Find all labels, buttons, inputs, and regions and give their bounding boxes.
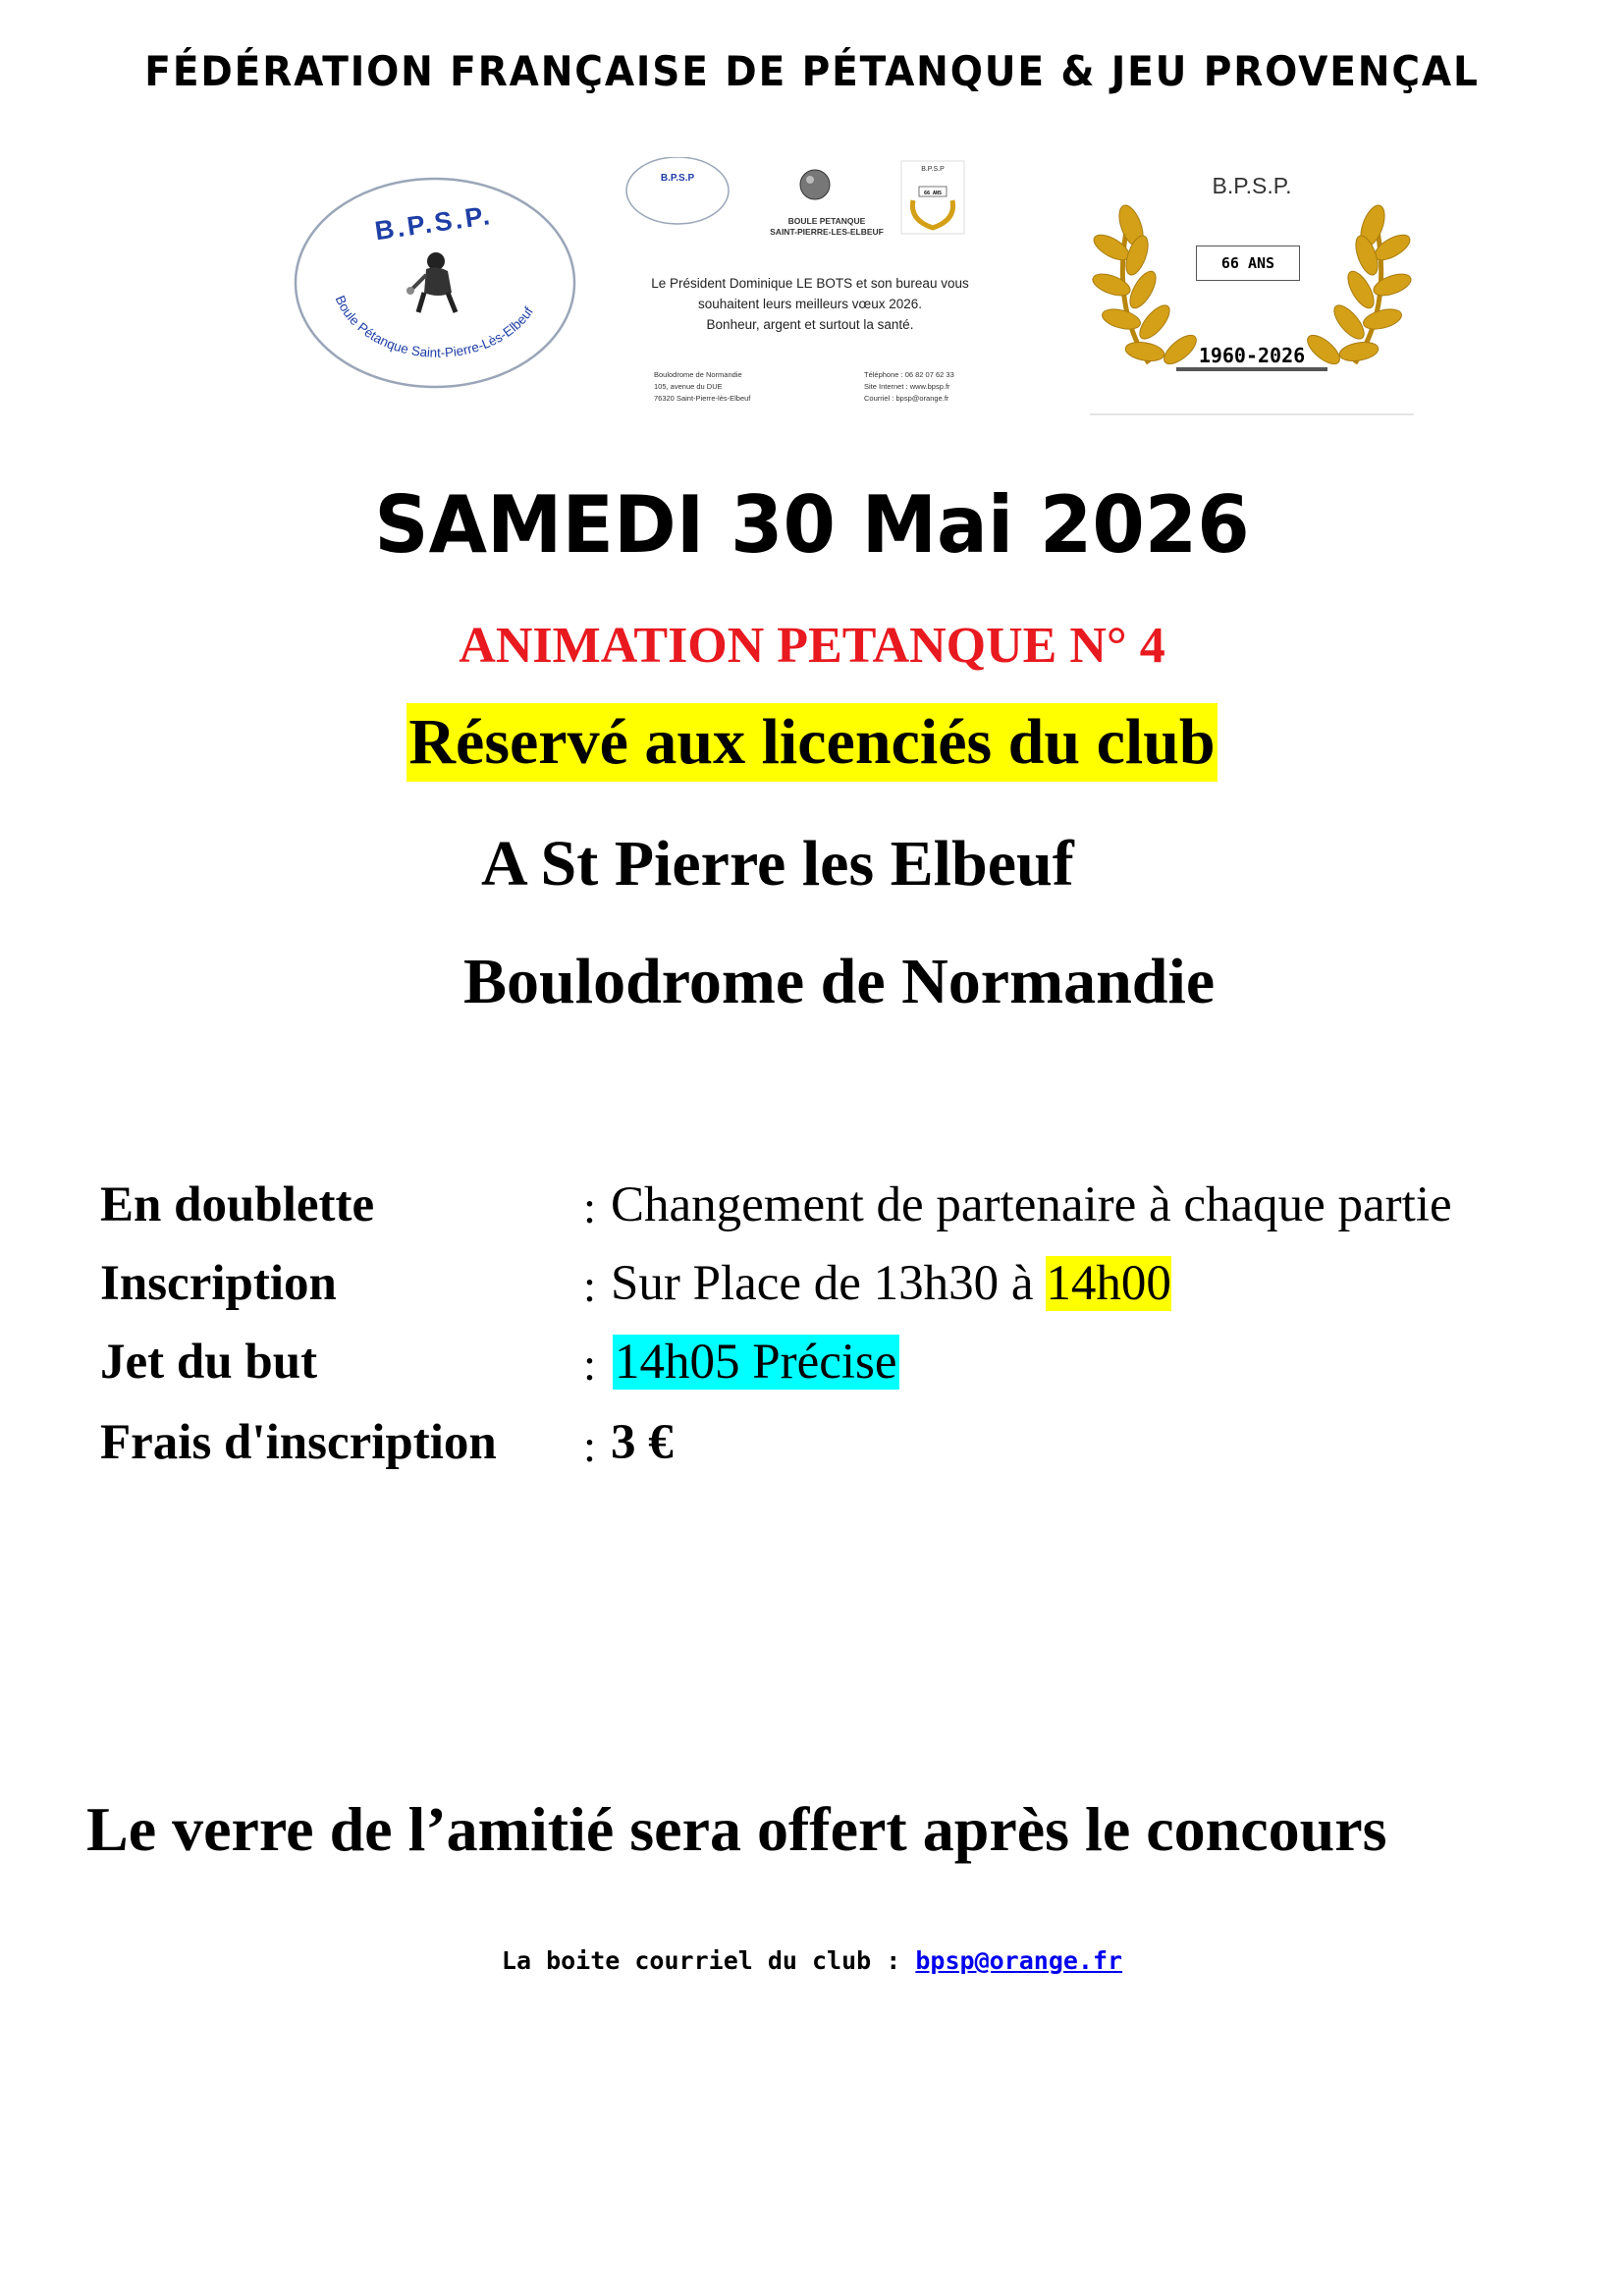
detail-value-jet-du-but (613, 1334, 899, 1391)
detail-label-frais: Frais d'inscription (100, 1415, 497, 1470)
detail-colon: : (583, 1182, 597, 1233)
event-venue: Boulodrome de Normandie (463, 946, 1216, 1017)
detail-colon: : (583, 1261, 597, 1312)
detail-value-doublette: Changement de partenaire à chaque partie (611, 1177, 1452, 1232)
email-link[interactable]: bpsp@orange.fr (915, 1946, 1123, 1975)
animation-title: ANIMATION PETANQUE N° 4 (459, 618, 1165, 674)
contact-line (0, 1946, 1624, 1975)
reserved-notice: Réservé aux licenciés du club (406, 703, 1217, 782)
letterhead-greeting: Le Président Dominique LE BOTS et son bureau vous souhaitent leurs meilleurs vœux 2026. Bonheur, argent et surtout la santé. (651, 276, 969, 332)
jet-du-but-time: 14h05 Précise (615, 1335, 897, 1390)
detail-colon: : (583, 1421, 597, 1472)
detail-label-jet-du-but: Jet du but (100, 1335, 318, 1390)
anniversary-title: B.P.S.P. (1212, 173, 1292, 198)
anniversary-badge: 66 ANS (1196, 246, 1300, 281)
letterhead-badge-initials: B.P.S.P (921, 166, 945, 173)
inscription-time-text: Sur Place de 13h30 à (611, 1256, 1047, 1311)
letterhead-thumbnail (619, 157, 1001, 412)
inscription-end-time: 14h00 (1046, 1256, 1171, 1311)
detail-label-doublette: En doublette (100, 1177, 375, 1232)
club-logo-ring-text: Boule Pétanque Saint-Pierre-Lès-Elbeuf (332, 293, 536, 360)
letterhead-small-initials: B.P.S.P (660, 173, 695, 184)
letterhead-address: Boulodrome de Normandie 105, avenue du DUE 76320 Saint-Pierre-lès-Elbeuf (654, 370, 751, 403)
contact-label: La boite courriel du club : (501, 1946, 916, 1975)
event-location: A St Pierre les Elbeuf (481, 828, 1074, 900)
event-date: SAMEDI 30 Mai 2026 (374, 479, 1250, 571)
detail-value-inscription (611, 1255, 1171, 1312)
detail-label-inscription: Inscription (100, 1256, 337, 1311)
reserved-notice-wrapper (0, 703, 1624, 782)
letterhead-contact: Téléphone : 06 82 07 62 33 Site Internet : www.bpsp.fr Courriel : bpsp@orange.fr (864, 370, 954, 403)
letterhead-club-name: BOULE PETANQUE SAINT-PIERRE-LES-ELBEUF (770, 216, 884, 237)
club-logo-initials: B.P.S.P. (372, 199, 495, 246)
detail-value-frais: 3 € (611, 1415, 674, 1470)
closing-message: Le verre de l’amitié sera offert après le concours (86, 1794, 1387, 1864)
anniversary-logo (1090, 157, 1414, 422)
anniversary-years: 1960-2026 (1198, 344, 1306, 367)
club-logo (293, 175, 577, 391)
letterhead-badge-text: 66 ANS (923, 191, 943, 196)
detail-colon: : (583, 1339, 597, 1391)
federation-title: FÉDÉRATION FRANÇAISE DE PÉTANQUE & JEU PROVENÇAL (144, 47, 1480, 95)
